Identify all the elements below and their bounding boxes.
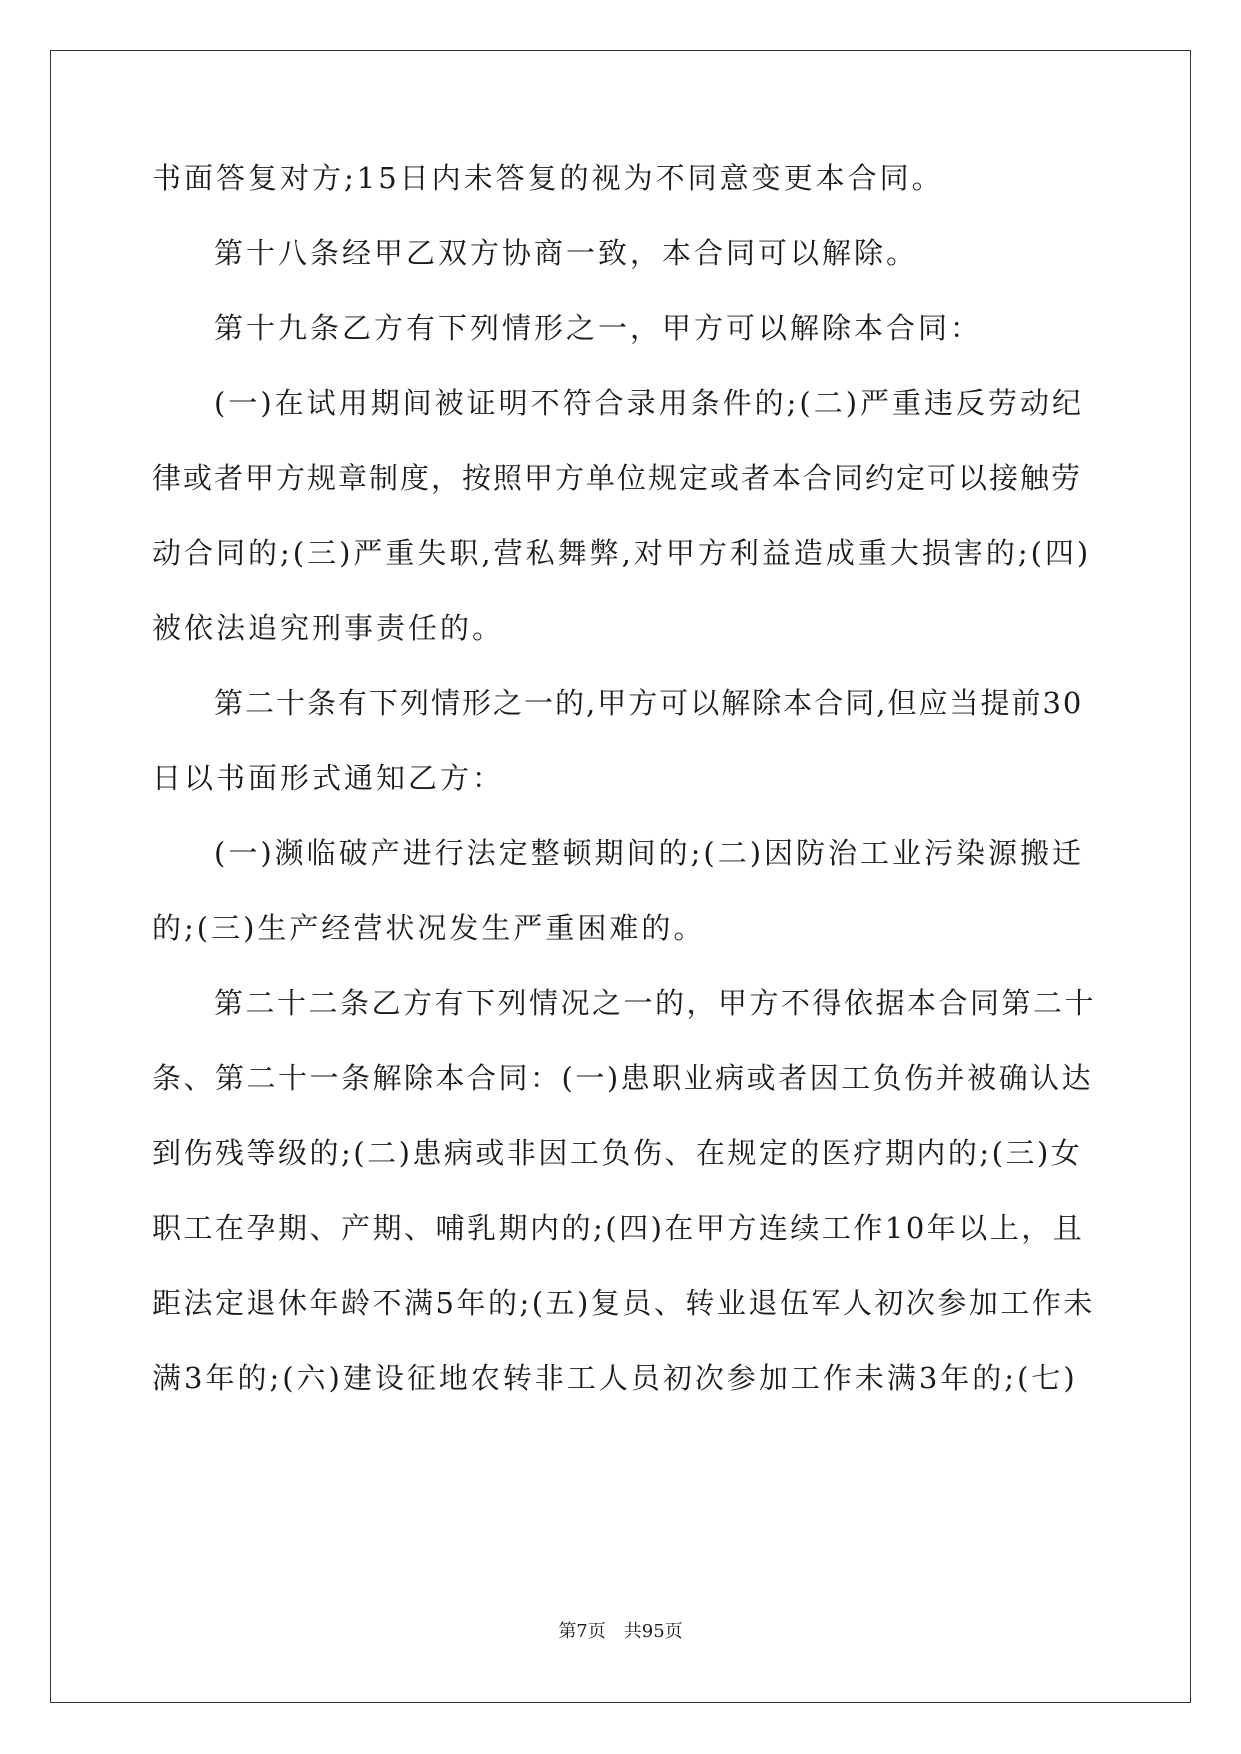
page-border (50, 50, 1191, 1703)
text-line: 律或者甲方规章制度，按照甲方单位规定或者本合同约定可以接触劳 (152, 461, 1083, 495)
page-total: 共95页 (623, 1621, 683, 1642)
text-line: 动合同的;(三)严重失职,营私舞弊,对甲方利益造成重大损害的;(四) (152, 536, 1092, 570)
page-footer (0, 1620, 1241, 1644)
text-line: 日以书面形式通知乙方： (152, 761, 505, 795)
text-line: 第十八条经甲乙双方协商一致，本合同可以解除。 (214, 236, 919, 270)
text-line: 条、第二十一条解除本合同：(一)患职业病或者因工负伤并被确认达 (152, 1061, 1094, 1095)
text-line: (一)在试用期间被证明不符合录用条件的;(二)严重违反劳动纪 (214, 386, 1085, 420)
text-line: 第二十条有下列情形之一的,甲方可以解除本合同,但应当提前30 (214, 686, 1084, 720)
text-line: 职工在孕期、产期、哺乳期内的;(四)在甲方连续工作10年以上，且 (152, 1211, 1085, 1245)
text-line: 到伤残等级的;(二)患病或非因工负伤、在规定的医疗期内的;(三)女 (152, 1136, 1083, 1170)
text-line: 第二十二条乙方有下列情况之一的，甲方不得依据本合同第二十 (214, 986, 1097, 1020)
text-line: (一)濒临破产进行法定整顿期间的;(二)因防治工业污染源搬迁 (214, 836, 1085, 870)
text-line: 被依法追究刑事责任的。 (152, 611, 505, 645)
text-line: 第十九条乙方有下列情形之一，甲方可以解除本合同： (214, 311, 983, 345)
text-line: 满3年的;(六)建设征地农转非工人员初次参加工作未满3年的;(七) (152, 1361, 1078, 1395)
text-line: 的;(三)生产经营状况发生严重困难的。 (152, 911, 706, 945)
page-number: 第7页 (558, 1621, 606, 1642)
text-line: 距法定退休年龄不满5年的;(五)复员、转业退伍军人初次参加工作未 (152, 1286, 1095, 1320)
text-line: 书面答复对方;15日内未答复的视为不同意变更本合同。 (152, 161, 944, 195)
